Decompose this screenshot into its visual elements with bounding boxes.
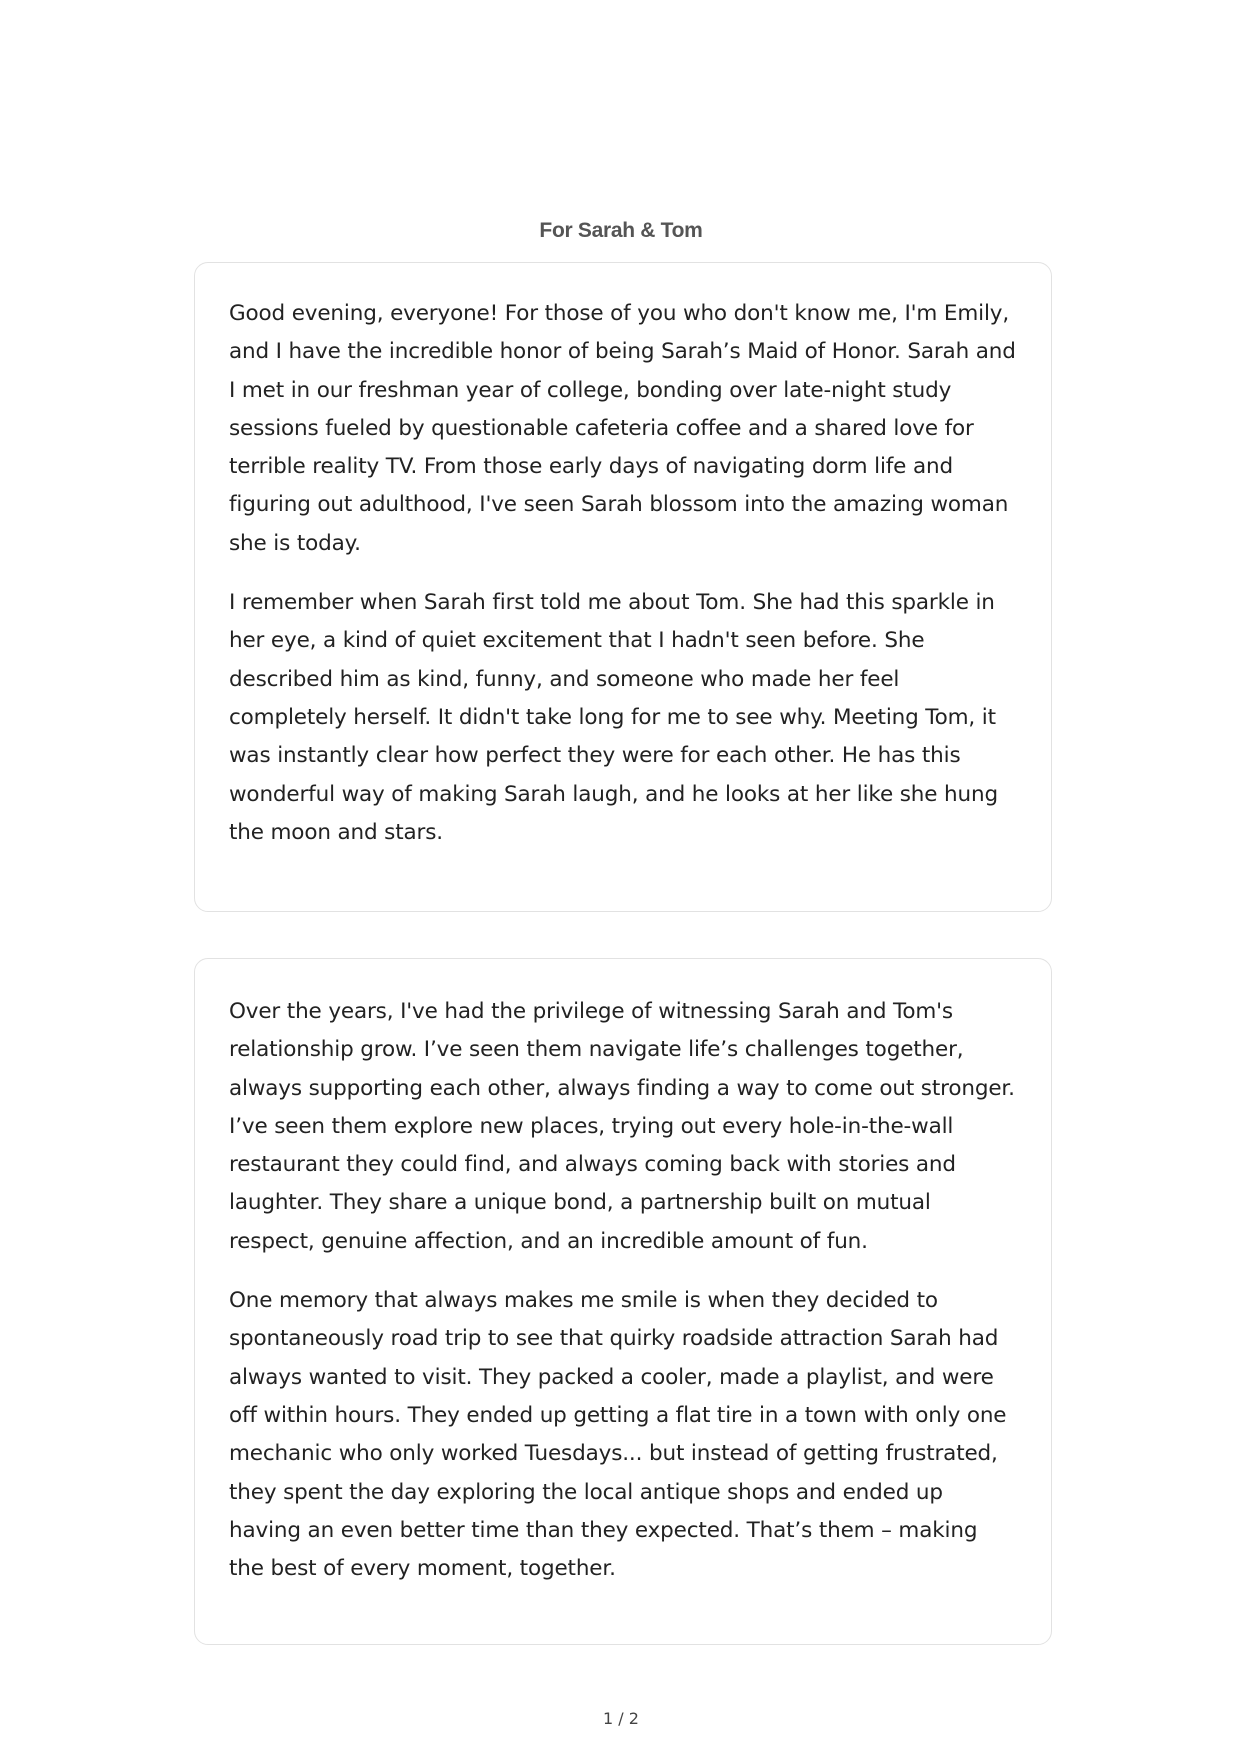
- paragraph: I remember when Sarah first told me about Tom. She had this sparkle in her eye, a kind of quiet excitement that I hadn't seen before. She described him as kind, funny, and someone who made her feel completely herself. It didn't take long for me to see why. Meeting Tom, it was instantly clear how perfect they were for each other. He has this wonderful way of making Sarah laugh, and he looks at her like she hung the moon and stars.: [229, 590, 998, 845]
- speech-card: [194, 958, 1052, 1645]
- document-title: For Sarah & Tom: [539, 219, 703, 242]
- speech-card: [194, 262, 1052, 912]
- paragraph: One memory that always makes me smile is when they decided to spontaneously road trip to see that quirky roadside attraction Sarah had always wanted to visit. They packed a cooler, made a playlist, and were off within hours. They ended up getting a flat tire in a town with only one mechanic who only worked Tuesdays... but instead of getting frustrated, they spent the day exploring the local antique shops and ended up having an even better time than they expected. That’s them – making the best of every moment, together.: [229, 1288, 1007, 1582]
- paragraph: Over the years, I've had the privilege of witnessing Sarah and Tom's relationship grow. I’ve seen them navigate life’s challenges together, always supporting each other, always finding a way to come out stronger. I’ve seen them explore new places, trying out every hole-in-the-wall restaurant they could find, and always coming back with stories and laughter. They share a unique bond, a partnership built on mutual respect, genuine affection, and an incredible amount of fun.: [229, 999, 1015, 1254]
- page-number: 1 / 2: [603, 1709, 639, 1728]
- paragraph: Good evening, everyone! For those of you who don't know me, I'm Emily, and I have the incredible honor of being Sarah’s Maid of Honor. Sarah and I met in our freshman year of college, bonding over late-night study sessions fueled by questionable cafeteria coffee and a shared love for terrible reality TV. From those early days of navigating dorm life and figuring out adulthood, I've seen Sarah blossom into the amazing woman she is today.: [229, 301, 1016, 556]
